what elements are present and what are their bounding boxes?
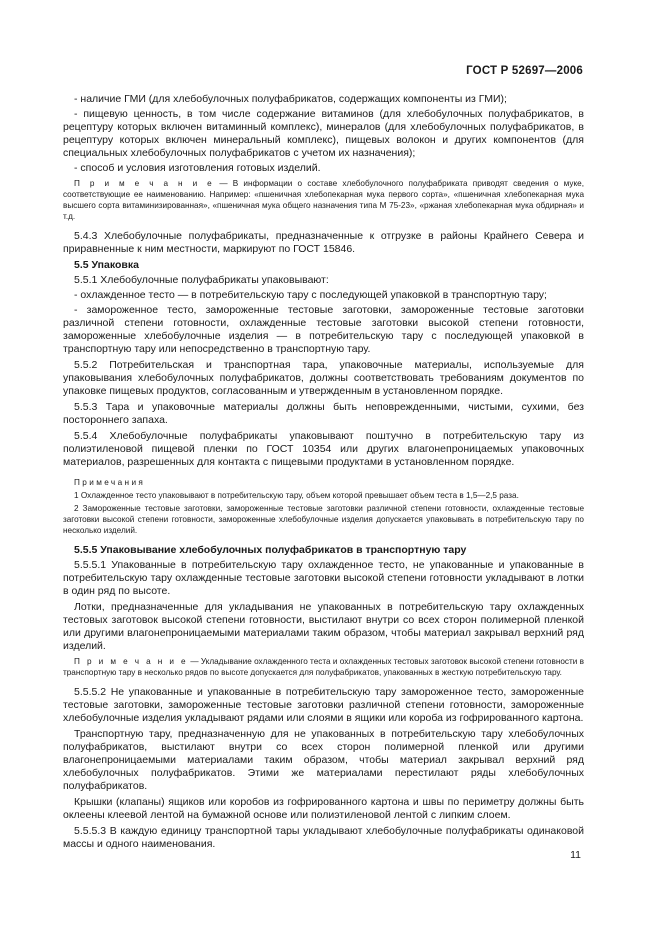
note-2: 2 Замороженные тестовые заготовки, замороженные тестовые заготовки различной степени готовности, охлажденные тестовые заготовки высокой степени готовности, замороженные хлебобулочные изделия допускается упаковывать в потребительскую тару по несколько изделий.: [63, 504, 584, 535]
clause-5-4-3: 5.4.3 Хлебобулочные полуфабрикаты, предназначенные к отгрузке в районы Крайнего Севера и приравненные к ним местности, маркируют по ГОСТ 15846.: [63, 230, 584, 255]
list-item-frozen-dough: - замороженное тесто, замороженные тестовые заготовки, замороженные тестовые заготовки различной степени готовности, охлажденные тестовые заготовки высокой степени готовности, замороженные хлебобулочные изделия — в потребительскую тару с последующей упаковкой в транспортную тару или непосредственно в транспортную тару.: [63, 304, 584, 355]
note-label: П р и м е ч а н и е: [74, 179, 215, 188]
list-item-chilled-dough: - охлажденное тесто — в потребительскую тару с последующей упаковкой в транспортную тару;: [74, 289, 547, 301]
note-text: — В информации о составе хлебобулочного полуфабриката приводят сведения о муке, соответствующие ее наименованию. Например: «пшеничная хлебопекарная мука первого сорта», «пшеничная хлебопекарная мука высшего сорта витаминизированная», «пшеничная мука общего назначения типа М 75-23», «ржаная хлебопекарная мука обдирная» и т.д.: [63, 179, 584, 221]
list-item-nutrition: - пищевую ценность, в том числе содержание витаминов (для хлебобулочных полуфабрикатов, в рецептуру которых включен витаминный комплекс), минералов (для хлебобулочных полуфабрикатов, в рецептуру которых включен минеральный комплекс), пищевых волокон и других компонентов (для специальных хлебобулочных полуфабрикатов с учетом их назначения);: [63, 108, 584, 159]
note-text: — Укладывание охлажденного теста и охлажденных тестовых заготовок высокой степени готовности в транспортную тару в несколько рядов по высоте допускается для полуфабрикатов, упакованных в жесткую потребительскую тару.: [63, 657, 584, 677]
notes-heading: Примечания: [74, 478, 146, 487]
document-body: [63, 93, 584, 854]
clause-5-5-4: 5.5.4 Хлебобулочные полуфабрикаты упаковывают поштучно в потребительскую тару из полиэтиленовой пищевой пленки по ГОСТ 10354 или других влагонепроницаемых упаковочных материалов, разрешенных для контакта с пищевыми продуктами в установленном порядке.: [63, 430, 584, 468]
paragraph-transport-lining: Транспортную тару, предназначенную для не упакованных в потребительскую тару хлебобулочных полуфабрикатов, выстилают внутри со всех сторон полимерной пленкой или другими влагонепроницаемыми материалами таким образом, чтобы материал закрывал верхний ряд хлебобулочных полуфабрикатов. Этими же материалами перестилают ряды хлебобулочных полуфабрикатов.: [63, 728, 584, 792]
clause-5-5-5-3: 5.5.5.3 В каждую единицу транспортной тары укладывают хлебобулочные полуфабрикаты одинаковой массы и одного наименования.: [63, 825, 584, 850]
note-flour-info: [63, 178, 584, 222]
clause-5-5-1: 5.5.1 Хлебобулочные полуфабрикаты упаковывают:: [74, 274, 329, 286]
page-number: 11: [570, 849, 581, 861]
note-1: 1 Охлажденное тесто упаковывают в потребительскую тару, объем которой превышает объем теста в 1,5—2,5 раза.: [74, 491, 519, 500]
note-label: П р и м е ч а н и е: [74, 657, 189, 666]
section-heading-5-5-5: 5.5.5 Упаковывание хлебобулочных полуфабрикатов в транспортную тару: [74, 544, 467, 556]
clause-5-5-2: 5.5.2 Потребительская и транспортная тара, упаковочные материалы, используемые для упаковывания хлебобулочных полуфабрикатов, должны соответствовать требованиям документов по упаковке пищевых продуктов, согласованным и утвержденным в установленном порядке.: [63, 359, 584, 397]
clause-5-5-3: 5.5.3 Тара и упаковочные материалы должны быть неповрежденными, чистыми, сухими, без постороннего запаха.: [63, 401, 584, 426]
section-heading-5-5: 5.5 Упаковка: [74, 259, 139, 271]
note-multi-row: [63, 656, 584, 678]
clause-5-5-5-1: 5.5.5.1 Упакованные в потребительскую тару охлажденное тесто, не упакованные и упакованные в потребительскую тару охлажденные тестовые заготовки высокой степени готовности укладывают в лотки в один ряд по высоте.: [63, 559, 584, 597]
paragraph-trays-lining: Лотки, предназначенные для укладывания не упакованных в потребительскую тару охлажденных тестовых заготовок высокой степени готовности, выстилают внутри со всех сторон полимерной пленкой или другими влагонепроницаемыми материалами таким образом, чтобы материал закрывал верхний ряд изделий.: [63, 601, 584, 652]
standard-header: ГОСТ Р 52697—2006: [466, 65, 583, 77]
paragraph-box-lids: Крышки (клапаны) ящиков или коробов из гофрированного картона и швы по периметру должны быть оклеены клеевой лентой на бумажной основе или полиэтиленовой лентой с липким слоем.: [63, 796, 584, 821]
list-item-gmi: - наличие ГМИ (для хлебобулочных полуфабрикатов, содержащих компоненты из ГМИ);: [74, 93, 507, 105]
list-item-preparation: - способ и условия изготовления готовых изделий.: [74, 162, 321, 174]
clause-5-5-5-2: 5.5.5.2 Не упакованные и упакованные в потребительскую тару замороженное тесто, замороженные тестовые заготовки, замороженные тестовые заготовки различной степени готовности, замороженные хлебобулочные изделия укладывают рядами или слоями в ящики или короба из гофрированного картона.: [63, 686, 584, 724]
